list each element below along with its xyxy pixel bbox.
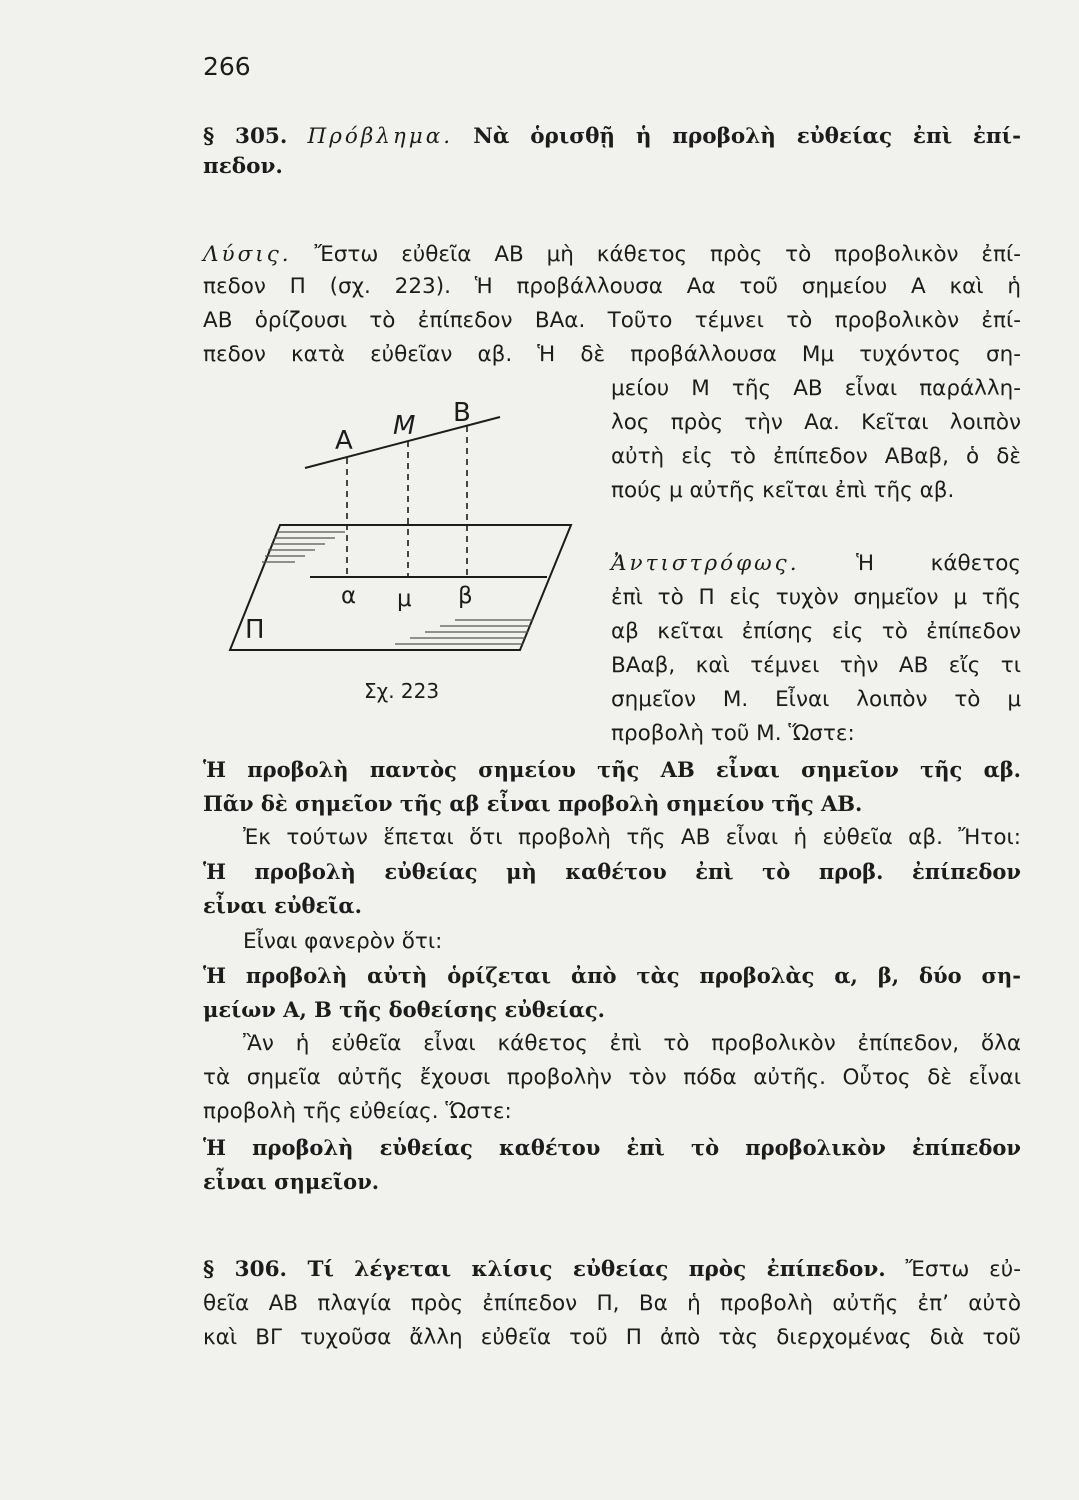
bold-statement-4: Ἡ προβολὴ αὐτὴ ὁρίζεται ἀπὸ τὰς προβολὰς α, β, δύο ση- (203, 963, 1021, 988)
lysis-line-2: πεδον Π (σχ. 223). Ἡ προβάλλουσα Αα τοῦ σημείου Α καὶ ἡ (203, 274, 1021, 299)
right-line-1: μείου Μ τῆς ΑΒ εἶναι παράλλη- (611, 376, 1021, 401)
right-line-7: αβ κεῖται ἐπίσης εἰς τὸ ἐπίπεδον (611, 619, 1021, 644)
label-Pi: Π (245, 615, 265, 645)
right-line-6: ἐπὶ τὸ Π εἰς τυχὸν σημεῖον μ τῆς (611, 585, 1021, 610)
section-306-line-3: καὶ ΒΓ τυχοῦσα ἄλλη εὐθεῖα τοῦ Π ἀπὸ τὰς διερχομένας διὰ τοῦ (203, 1325, 1021, 1350)
paragraph-3-line-2: τὰ σημεῖα αὐτῆς ἔχουσι προβολὴν τὸν πόδα αὐτῆς. Οὗτος δὲ εἶναι (203, 1065, 1021, 1090)
bold-statement-5: Ἡ προβολὴ εὐθείας καθέτου ἐπὶ τὸ προβολικὸν ἐπίπεδον (203, 1135, 1021, 1160)
figure-drawing (225, 395, 605, 715)
projectors (347, 426, 467, 577)
section-305-heading: § 305. Πρόβλημα. Νὰ ὁρισθῇ ἡ προβολὴ εὐθείας ἐπὶ ἐπί- (203, 124, 1021, 149)
lysis-line-4: πεδον κατὰ εὐθεῖαν αβ. Ἡ δὲ προβάλλουσα Μμ τυχόντος ση- (203, 342, 1021, 367)
bold-statement-3-cont: εἶναι εὐθεῖα. (203, 893, 362, 918)
right-line-5: Ἀντιστρόφως. Ἡ κάθετος (611, 551, 1021, 576)
paragraph-1: Ἐκ τούτων ἕπεται ὅτι προβολὴ τῆς ΑΒ εἶναι ἡ εὐθεῖα αβ. Ἤτοι: (243, 825, 1021, 850)
paragraph-2: Εἶναι φανερὸν ὅτι: (243, 929, 443, 954)
label-beta: β (458, 583, 473, 609)
label-mu: μ (397, 586, 412, 612)
page-number: 266 (203, 52, 251, 81)
plane-shading-right (395, 620, 533, 644)
right-line-9: σημεῖον Μ. Εἶναι λοιπὸν τὸ μ (611, 687, 1021, 712)
bold-statement-3: Ἡ προβολὴ εὐθείας μὴ καθέτου ἐπὶ τὸ προβ. ἐπίπεδον (203, 859, 1021, 884)
figure-223 (225, 395, 605, 715)
label-alpha: α (341, 583, 357, 609)
lysis-line-3: ΑΒ ὁρίζουσι τὸ ἐπίπεδον ΒΑα. Τοῦτο τέμνει τὸ προβολικὸν ἐπί- (203, 308, 1021, 333)
label-B: Β (453, 398, 471, 428)
section-306-line-2: θεῖα ΑΒ πλαγία πρὸς ἐπίπεδον Π, Βα ἡ προβολὴ αὐτῆς ἐπ’ αὐτὸ (203, 1291, 1021, 1316)
bold-statement-2: Πᾶν δὲ σημεῖον τῆς αβ εἶναι προβολὴ σημείου τῆς ΑΒ. (203, 791, 863, 816)
label-A: Α (335, 426, 353, 456)
section-306-heading: § 306. Τί λέγεται κλίσις εὐθείας πρὸς ἐπίπεδον. Ἔστω εὐ- (203, 1257, 1021, 1282)
figure-caption: Σχ. 223 (364, 679, 440, 703)
lysis-line-1: Λύσις. Ἔστω εὐθεῖα ΑΒ μὴ κάθετος πρὸς τὸ προβολικὸν ἐπί- (203, 242, 1021, 267)
paragraph-3-line-3: προβολὴ τῆς εὐθείας. Ὥστε: (203, 1099, 512, 1124)
right-line-10: προβολὴ τοῦ Μ. Ὥστε: (611, 721, 855, 746)
right-line-8: ΒΑαβ, καὶ τέμνει τὴν ΑΒ εἴς τι (611, 653, 1021, 678)
paragraph-3: Ἂν ἡ εὐθεῖα εἶναι κάθετος ἐπὶ τὸ προβολικὸν ἐπίπεδον, ὅλα (243, 1031, 1021, 1056)
label-M: Μ (393, 411, 416, 441)
bold-statement-1: Ἡ προβολὴ παντὸς σημείου τῆς ΑΒ εἶναι σημεῖον τῆς αβ. (203, 757, 1021, 782)
bold-statement-5-cont: εἶναι σημεῖον. (203, 1169, 380, 1194)
right-line-4: πούς μ αὐτῆς κεῖται ἐπὶ τῆς αβ. (611, 478, 955, 503)
right-line-2: λος πρὸς τὴν Αα. Κεῖται λοιπὸν (611, 410, 1021, 435)
right-line-3: αὐτὴ εἰς τὸ ἐπίπεδον ΑΒαβ, ὁ δὲ (611, 444, 1021, 469)
bold-statement-4-cont: μείων Α, Β τῆς δοθείσης εὐθείας. (203, 997, 605, 1022)
section-305-heading-cont: πεδον. (203, 154, 283, 179)
